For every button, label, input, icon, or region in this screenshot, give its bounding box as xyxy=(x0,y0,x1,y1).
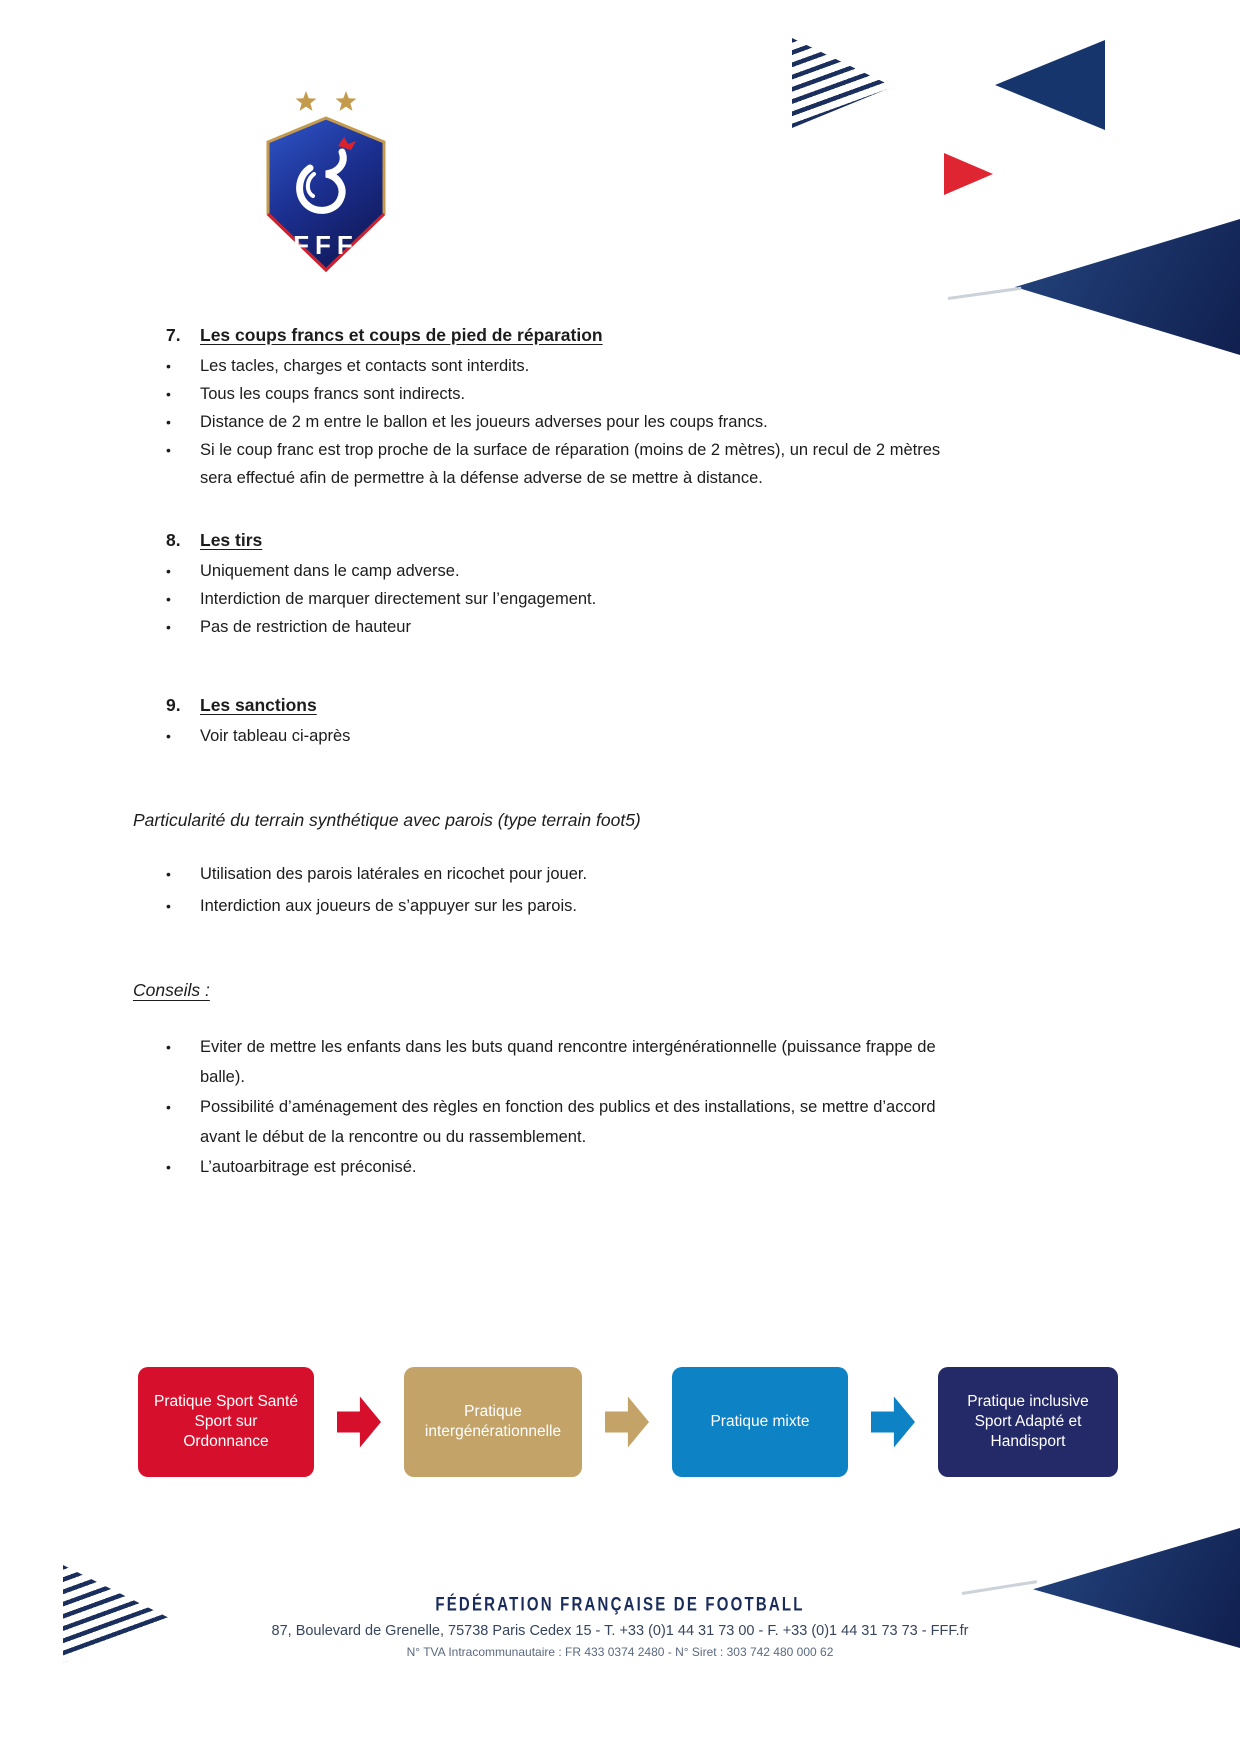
section-title: Les coups francs et coups de pied de réparation xyxy=(200,325,603,345)
bullet-icon: • xyxy=(166,386,171,402)
striped-triangle-decor-top xyxy=(792,38,893,128)
crest-wordmark: FFF xyxy=(293,230,359,260)
list-item xyxy=(133,436,943,492)
bullet-icon: • xyxy=(166,728,171,744)
particularite-heading: Particularité du terrain synthétique avec parois (type terrain foot5) xyxy=(133,810,641,830)
section-tirs xyxy=(133,527,943,641)
conseils-heading xyxy=(133,980,943,1001)
list-item xyxy=(133,1092,943,1152)
bullet-icon: • xyxy=(166,898,171,914)
list-item-text: Utilisation des parois latérales en ricochet pour jouer. xyxy=(200,865,588,883)
bullet-icon: • xyxy=(166,591,171,607)
bullet-icon: • xyxy=(166,866,171,882)
bullet-icon: • xyxy=(166,442,171,458)
slash-line-decor-top xyxy=(948,287,1022,300)
bullet-icon: • xyxy=(166,1039,171,1055)
section-heading xyxy=(133,692,943,718)
list-item xyxy=(133,1152,943,1182)
list-item-text: Distance de 2 m entre le ballon et les joueurs adverses pour les coups francs. xyxy=(200,413,768,431)
list-item-text: Interdiction aux joueurs de s’appuyer sur les parois. xyxy=(200,897,577,915)
section-number: 9. xyxy=(166,695,181,715)
section-title: Les sanctions xyxy=(200,695,317,715)
list-item-text: Tous les coups francs sont indirects. xyxy=(200,385,466,403)
red-triangle-decor xyxy=(944,153,993,195)
list-item xyxy=(133,1032,943,1092)
list-item-text: Interdiction de marquer directement sur l’engagement. xyxy=(200,590,597,608)
footer-legal: N° TVA Intracommunautaire : FR 433 0374 2480 - N° Siret : 303 742 480 000 62 xyxy=(406,1645,834,1659)
list-item-text: Uniquement dans le camp adverse. xyxy=(200,562,460,580)
slash-line-decor-bottom xyxy=(962,1580,1038,1595)
flow-step-intergenerationnelle xyxy=(404,1367,582,1477)
footer-org-name: FÉDÉRATION FRANÇAISE DE FOOTBALL xyxy=(435,1593,805,1616)
large-navy-triangle-top-right xyxy=(1015,219,1240,355)
list-item-text: L’autoarbitrage est préconisé. xyxy=(200,1158,417,1176)
list-item xyxy=(133,890,943,922)
page-footer xyxy=(0,1593,1240,1659)
flow-step-line: Pratique xyxy=(464,1402,522,1420)
bullet-icon: • xyxy=(166,414,171,430)
practice-flow-diagram xyxy=(138,1366,1118,1478)
list-item xyxy=(133,722,943,750)
list-item-text: Eviter de mettre les enfants dans les buts quand rencontre intergénérationnelle (puissance frappe de balle). xyxy=(200,1038,936,1086)
list-item-text: Les tacles, charges et contacts sont interdits. xyxy=(200,357,530,375)
arrow-right-icon xyxy=(605,1393,649,1451)
list-item xyxy=(133,858,943,890)
flow-step-line: Pratique Sport Santé xyxy=(154,1392,298,1410)
list-item xyxy=(133,352,943,380)
section-title: Les tirs xyxy=(200,530,263,550)
list-item xyxy=(133,557,943,585)
flow-step-mixte xyxy=(672,1367,848,1477)
section-heading xyxy=(133,322,943,348)
section-number: 8. xyxy=(166,530,181,550)
bullet-icon: • xyxy=(166,563,171,579)
flow-step-line: Ordonnance xyxy=(183,1433,269,1451)
arrow-right-icon xyxy=(337,1393,381,1451)
flow-step-sport-sante xyxy=(138,1367,314,1477)
flow-step-inclusive xyxy=(938,1367,1118,1477)
flow-step-line: Pratique mixte xyxy=(710,1412,810,1430)
bullet-icon: • xyxy=(166,619,171,635)
flow-step-line: Sport Adapté et xyxy=(974,1412,1082,1430)
list-item xyxy=(133,613,943,641)
list-item xyxy=(133,380,943,408)
bullet-icon: • xyxy=(166,1099,171,1115)
flow-step-line: Pratique inclusive xyxy=(967,1392,1089,1410)
section-sanctions xyxy=(133,692,943,750)
section-coups-francs xyxy=(133,322,943,492)
arrow-right-icon xyxy=(871,1393,915,1451)
bullet-icon: • xyxy=(166,358,171,374)
flow-step-line: Handisport xyxy=(990,1433,1066,1451)
list-item xyxy=(133,408,943,436)
bullet-icon: • xyxy=(166,1159,171,1175)
list-item-text: Pas de restriction de hauteur xyxy=(200,618,411,636)
navy-triangle-decor-top xyxy=(995,40,1105,130)
particularite-list xyxy=(133,858,943,922)
fff-crest-logo xyxy=(250,86,402,290)
flow-step-line: intergénérationnelle xyxy=(424,1423,562,1440)
star-icon xyxy=(296,91,317,111)
list-item-text: Voir tableau ci-après xyxy=(200,727,351,745)
flow-step-line: Sport sur xyxy=(194,1412,258,1430)
conseils-list xyxy=(133,1032,943,1182)
section-number: 7. xyxy=(166,325,181,345)
star-icon xyxy=(336,91,357,111)
list-item-text: Si le coup franc est trop proche de la surface de réparation (moins de 2 mètres), un recul de 2 mètres sera effectué afin de permettre à la défense adverse de se mettre à distance. xyxy=(200,441,941,487)
list-item xyxy=(133,585,943,613)
conseils-heading-text: Conseils : xyxy=(133,980,210,1000)
section-heading xyxy=(133,527,943,553)
footer-address: 87, Boulevard de Grenelle, 75738 Paris Cedex 15 - T. +33 (0)1 44 31 73 00 - F. +33 (0)1 44 31 73 73 - FFF.fr xyxy=(271,1623,969,1639)
list-item-text: Possibilité d’aménagement des règles en fonction des publics et des installations, se mettre d’accord avant le début de la rencontre ou du rassemblement. xyxy=(200,1098,936,1146)
